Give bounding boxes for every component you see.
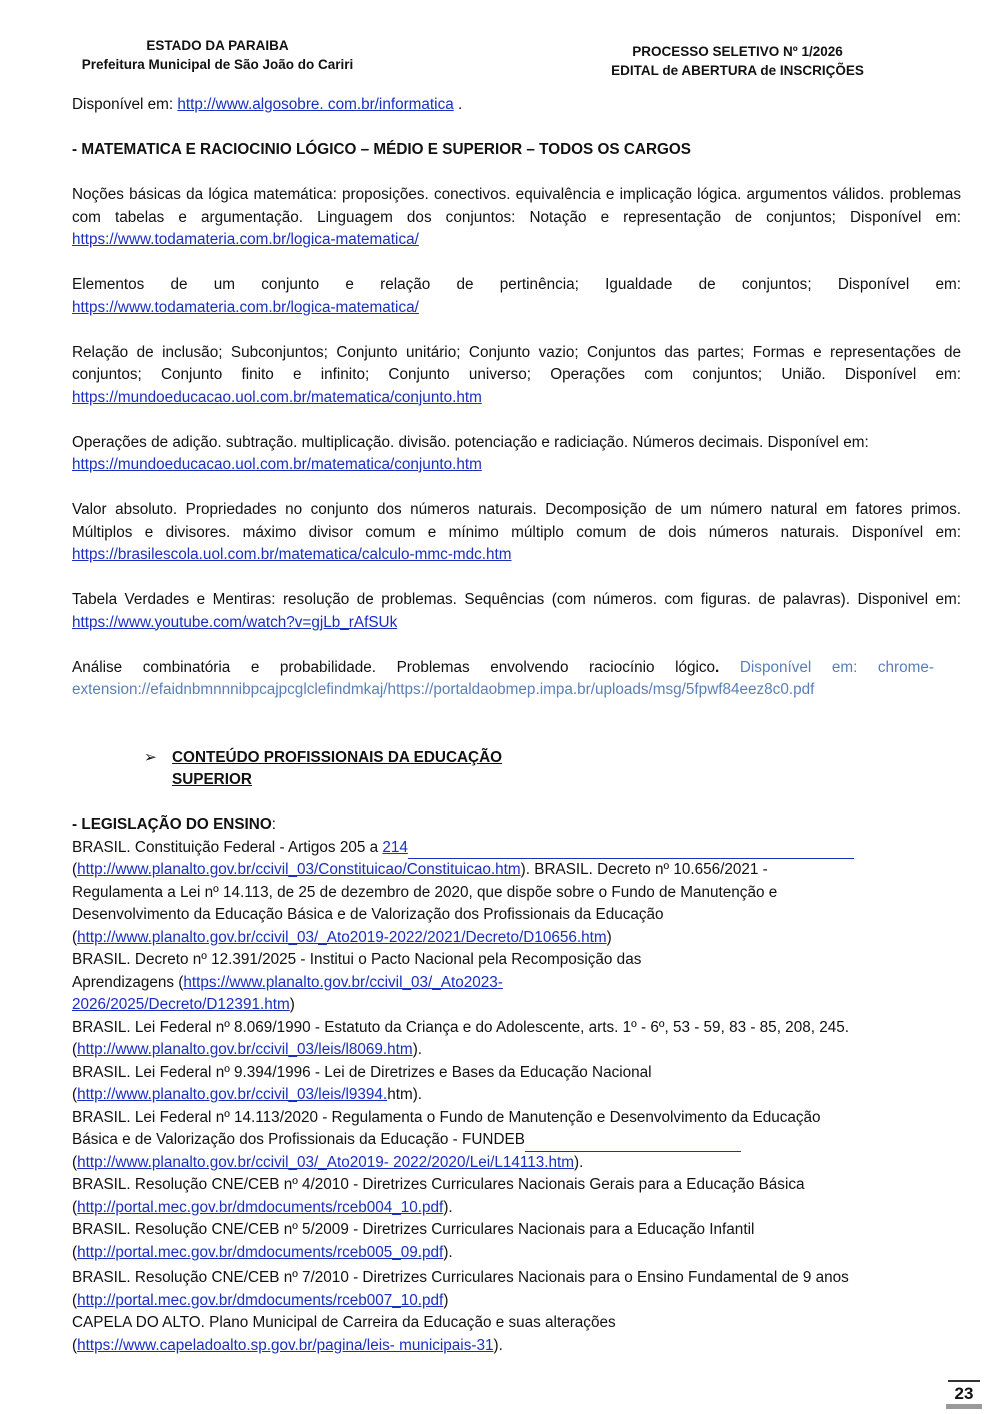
math-link-5[interactable]: https://brasilescola.uol.com.br/matematica/calculo-mmc-mdc.htm <box>72 546 512 563</box>
math-paragraph-2: Elementos de um conjunto e relação de pertinência; Igualdade de conjuntos; Disponível em: <box>72 276 961 293</box>
eca-link[interactable]: http://www.planalto.gov.br/ccivil_03/leis/l8069.htm <box>77 1041 413 1058</box>
legislation-title: - LEGISLAÇÃO DO ENSINO <box>72 816 272 833</box>
document-body <box>72 94 961 1357</box>
math-paragraph-4: Operações de adição. subtração. multiplicação. divisão. potenciação e radiciação. Números decimais. Disponível em: https://mundoeducacao.uol.com.br/matematica/conjunto.htm <box>72 433 869 473</box>
math-paragraph-2-link-line <box>72 297 961 320</box>
rceb007-link[interactable]: http://portal.mec.gov.br/dmdocuments/rceb007_10.pdf <box>77 1291 444 1309</box>
math-paragraph-7: Análise combinatória e probabilidade. Problemas envolvendo raciocínio lógico. Disponível em: chrome-extension://efaidnbmnnnibpcajpcglclefindmkaj/https://portaldaobmep.impa.br/uploads/msg/5fpwf84eez8c0.pdf <box>72 658 934 698</box>
fundeb-link[interactable]: http://www.planalto.gov.br/ccivil_03/_Ato2019- 2022/2020/Lei/L14113.htm <box>77 1153 575 1171</box>
math-link-6[interactable]: https://www.youtube.com/watch?v=gjLb_rAfSUk <box>72 613 398 631</box>
math-paragraph-6: Tabela Verdades e Mentiras: resolução de problemas. Sequências (com números. com figuras. de palavras). Disponivel em: https://www.youtube.com/watch?v=gjLb_rAfSUk <box>72 591 961 631</box>
page-number: 23 <box>948 1380 980 1404</box>
math-paragraph-3: Relação de inclusão; Subconjuntos; Conjunto unitário; Conjunto vazio; Conjuntos das partes; Formas e representações de conjuntos; Conjunto finito e infinito; Conjunto universo; Operações com conjuntos; União. Disponível em: https://mundoeducacao.uol.com.br/matematica/conjunto.htm <box>72 343 961 406</box>
professional-section-heading <box>144 747 961 792</box>
legislation-section: - LEGISLAÇÃO DO ENSINO: BRASIL. Constituição Federal - Artigos 205 a 214 (http://www.planalto.gov.br/ccivil_03/Constituicao/Constituicao.htm). BRASIL. Decreto nº 10.656/2021 - Regulamenta a Lei nº 14.113, de 25 de dezembro de 2020, que dispõe sobre o Fundo de Manutenção e Desenvolvimento da Educação Básica e de Valorização dos Profissionais da Educação (http://www.planalto.gov.br/ccivil_03/_Ato2019-2022/2021/Decreto/D10656.htm) BRASIL. Decreto nº 12.391/2025 - Institui o Pacto Nacional pela Recomposição das Aprendizagens (https://www.planalto.gov.br/ccivil_03/_Ato2023- 2026/2025/Decreto/D12391.htm) BRASIL. Lei Federal nº 8.069/1990 - Estatuto da Criança e do Adolescente, arts. 1º - 6º, 53 - 59, 83 - 85, 208, 245. (http://www.planalto.gov.br/ccivil_03/leis/l8069.htm). BRASIL. Lei Federal nº 9.394/1996 - Lei de Diretrizes e Bases da Educação Nacional (http://www.planalto.gov.br/ccivil_03/leis/l9394.htm). BRASIL. Lei Federal nº 14.113/2020 - Regulamenta o Fundo de Manutenção e Desenvolvimento da Educação Básica e de Valorização dos Profissionais da Educação - FUNDEB (http://www.planalto.gov.br/ccivil_03/_Ato2019- 2022/2020/Lei/L14113.htm). BRASIL. Resolução CNE/CEB nº 4/2010 - Diretrizes Curriculares Nacionais Gerais para a Educação Básica (http://portal.mec.gov.br/dmdocuments/rceb004_10.pdf). BRASIL. Resolução CNE/CEB nº 5/2009 - Diretrizes Curriculares Nacionais para a Educação Infantil (http://portal.mec.gov.br/dmdocuments/rceb005_09.pdf). BRASIL. Resolução CNE/CEB nº 7/2010 - Diretrizes Curriculares Nacionais para o Ensino Fundamental de 9 anos (http://portal.mec.gov.br/dmdocuments/rceb007_10.pdf) CAPELA DO ALTO. Plano Municipal de Carreira da Educação e suas alterações (https://www.capeladoalto.sp.gov.br/pagina/leis- municipais-31). <box>72 814 961 1357</box>
intro-paragraph: Disponível em: http://www.algosobre. com.br/informatica . <box>72 96 463 113</box>
professional-title-line1: CONTEÚDO PROFISSIONAIS DA EDUCAÇÃO <box>172 748 503 766</box>
header-right <box>595 42 880 80</box>
state-name: ESTADO DA PARAIBA <box>146 38 289 53</box>
edital-title: EDITAL de ABERTURA de INSCRIÇÕES <box>611 63 864 78</box>
math-link-2[interactable]: https://www.todamateria.com.br/logica-matematica/ <box>72 298 419 316</box>
arrow-bullet-icon: ➢ <box>144 748 157 766</box>
process-title: PROCESSO SELETIVO Nº 1/2026 <box>632 44 843 59</box>
rceb005-link[interactable]: http://portal.mec.gov.br/dmdocuments/rceb005_09.pdf <box>77 1243 444 1261</box>
constitution-articles-link[interactable]: 214 <box>382 838 408 856</box>
math-link-1[interactable]: https://www.todamateria.com.br/logica-matematica/ <box>72 231 419 248</box>
math-link-3[interactable]: https://mundoeducacao.uol.com.br/matematica/conjunto.htm <box>72 388 482 406</box>
obmep-link[interactable]: Disponível em: chrome-extension://efaidnbmnnnibpcajpcglclefindmkaj/https://portaldaobmep.impa.br/uploads/msg/5fpwf84eez8c0.pdf <box>72 658 934 698</box>
page-number-bar <box>946 1404 982 1409</box>
decree-12391-link-cont[interactable]: 2026/2025/Decreto/D12391.htm <box>72 996 290 1013</box>
header-left <box>70 36 365 74</box>
professional-title-line2: SUPERIOR <box>172 771 252 788</box>
math-link-4[interactable]: https://mundoeducacao.uol.com.br/matematica/conjunto.htm <box>72 456 482 473</box>
decree-10656-link[interactable]: http://www.planalto.gov.br/ccivil_03/_Ato2019-2022/2021/Decreto/D10656.htm <box>77 928 607 946</box>
math-paragraph-5: Valor absoluto. Propriedades no conjunto dos números naturais. Decomposição de um número natural em fatores primos. Múltiplos e divisores. máximo divisor comum e mínimo múltiplo comum de dois números naturais. Disponível em: https://brasilescola.uol.com.br/matematica/calculo-mmc-mdc.htm <box>72 501 961 563</box>
municipality-name: Prefeitura Municipal de São João do Cariri <box>81 57 354 72</box>
capela-link[interactable]: https://www.capeladoalto.sp.gov.br/pagina/leis- municipais-31 <box>77 1336 494 1354</box>
intro-link[interactable]: http://www.algosobre. com.br/informatica <box>177 96 454 113</box>
ldb-link[interactable]: http://www.planalto.gov.br/ccivil_03/leis/l9394. <box>77 1086 388 1103</box>
decree-12391-link[interactable]: https://www.planalto.gov.br/ccivil_03/_Ato2023- <box>183 973 503 991</box>
math-paragraph-1: Noções básicas da lógica matemática: proposições. conectivos. equivalência e implicação lógica. argumentos válidos. problemas com tabelas e argumentação. Linguagem dos conjuntos: Notação e representação de conjuntos; Disponível em: https://www.todamateria.com.br/logica-matematica/ <box>72 186 961 248</box>
constitution-link[interactable]: http://www.planalto.gov.br/ccivil_03/Constituicao/Constituicao.htm <box>77 861 521 878</box>
math-section-title: - MATEMATICA E RACIOCINIO LÓGICO – MÉDIO E SUPERIOR – TODOS OS CARGOS <box>72 141 692 158</box>
rceb004-link[interactable]: http://portal.mec.gov.br/dmdocuments/rceb004_10.pdf <box>77 1198 444 1216</box>
